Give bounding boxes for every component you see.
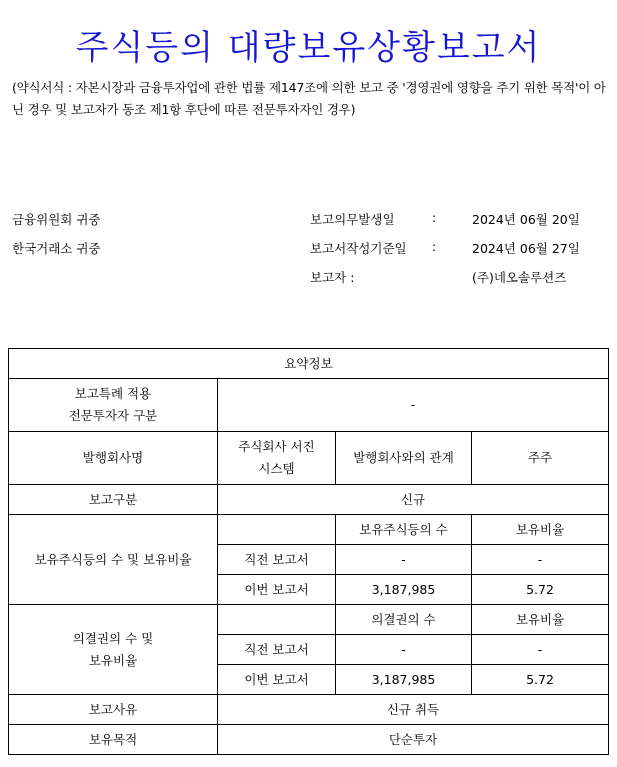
voting-prev-label: 직전 보고서 bbox=[218, 635, 336, 665]
holdings-prev-label: 직전 보고서 bbox=[218, 545, 336, 575]
reason-row bbox=[9, 695, 609, 725]
voting-prev-ratio: - bbox=[472, 635, 609, 665]
recipient-fsc: 금융위원회 귀중 bbox=[12, 212, 101, 227]
issuer-value: 주식회사 서진 시스템 bbox=[218, 432, 336, 485]
holdings-col-count: 보유주식등의 수 bbox=[336, 515, 472, 545]
document-subtitle: (약식서식 : 자본시장과 금융투자업에 관한 법률 제147조에 의한 보고 중 '경영권에 영향을 주기 위한 목적'이 아닌 경우 및 보고자가 동조 제1항 후단에 따른 전문투자자인 경우) bbox=[12, 80, 606, 117]
issuer-label: 발행회사명 bbox=[9, 432, 218, 485]
special-value: - bbox=[218, 379, 609, 432]
reason-value: 신규 취득 bbox=[218, 695, 609, 725]
holdings-label: 보유주식등의 수 및 보유비율 bbox=[9, 515, 218, 605]
obligation-date-sep: : bbox=[432, 210, 437, 225]
holdings-curr-label: 이번 보고서 bbox=[218, 575, 336, 605]
voting-curr-label: 이번 보고서 bbox=[218, 665, 336, 695]
summary-caption: 요약정보 bbox=[9, 349, 609, 379]
summary-table bbox=[8, 348, 609, 755]
holdings-header-row bbox=[9, 515, 609, 545]
special-row bbox=[9, 379, 609, 432]
voting-prev-count: - bbox=[336, 635, 472, 665]
purpose-label: 보유목적 bbox=[9, 725, 218, 755]
purpose-row bbox=[9, 725, 609, 755]
voting-curr-ratio: 5.72 bbox=[472, 665, 609, 695]
voting-col-count: 의결권의 수 bbox=[336, 605, 472, 635]
reporter-value: (주)네오솔루션즈 bbox=[472, 270, 567, 285]
holdings-col-ratio: 보유비율 bbox=[472, 515, 609, 545]
relation-value: 주주 bbox=[472, 432, 609, 485]
obligation-date-value: 2024년 06월 20일 bbox=[472, 212, 580, 227]
special-label: 보고특례 적용 전문투자자 구분 bbox=[9, 379, 218, 432]
holdings-prev-ratio: - bbox=[472, 545, 609, 575]
recipient-krx: 한국거래소 귀중 bbox=[12, 241, 101, 256]
holdings-prev-count: - bbox=[336, 545, 472, 575]
purpose-value: 단순투자 bbox=[218, 725, 609, 755]
reference-date-value: 2024년 06월 27일 bbox=[472, 241, 580, 256]
reason-label: 보고사유 bbox=[9, 695, 218, 725]
summary-caption-row bbox=[9, 349, 609, 379]
report-type-label: 보고구분 bbox=[9, 485, 218, 515]
report-type-row bbox=[9, 485, 609, 515]
issuer-row bbox=[9, 432, 609, 485]
voting-label: 의결권의 수 및 보유비율 bbox=[9, 605, 218, 695]
reporter-label: 보고자 : bbox=[310, 270, 355, 285]
holdings-curr-count: 3,187,985 bbox=[336, 575, 472, 605]
holdings-curr-ratio: 5.72 bbox=[472, 575, 609, 605]
document-title: 주식등의 대량보유상황보고서 bbox=[75, 28, 542, 68]
obligation-date-label: 보고의무발생일 bbox=[310, 212, 395, 227]
reference-date-label: 보고서작성기준일 bbox=[310, 241, 407, 256]
reference-date-sep: : bbox=[432, 239, 437, 254]
voting-col-ratio: 보유비율 bbox=[472, 605, 609, 635]
voting-curr-count: 3,187,985 bbox=[336, 665, 472, 695]
relation-label: 발행회사와의 관계 bbox=[336, 432, 472, 485]
holdings-header-blank bbox=[218, 515, 336, 545]
voting-header-blank bbox=[218, 605, 336, 635]
voting-header-row bbox=[9, 605, 609, 635]
report-type-value: 신규 bbox=[218, 485, 609, 515]
